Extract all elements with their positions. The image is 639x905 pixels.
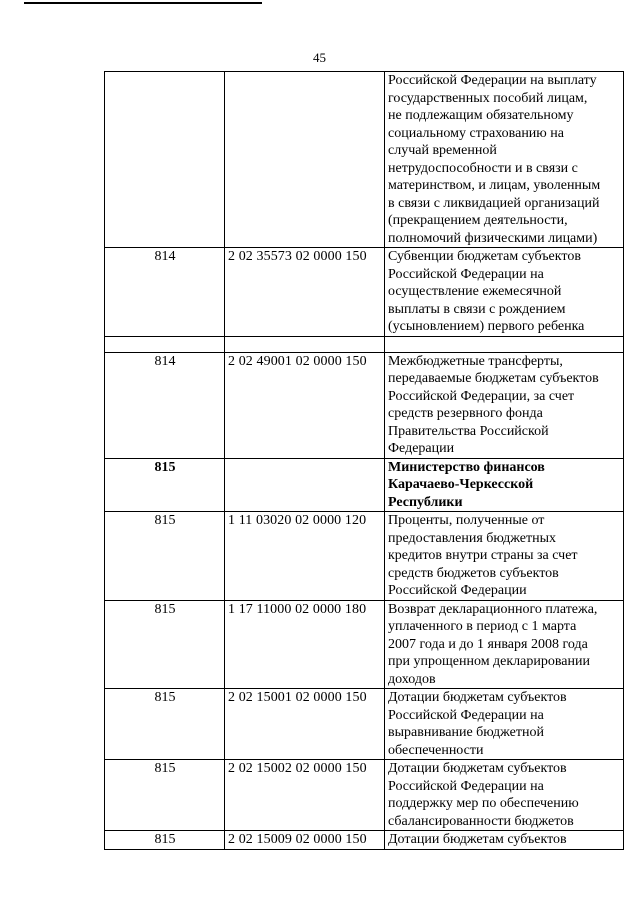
budget-classification-code-cell: [225, 72, 385, 248]
description-line: выравнивание бюджетной: [388, 725, 544, 740]
budget-classification-code-cell: [225, 458, 385, 512]
admin-code-cell: 815: [105, 600, 225, 689]
description-line: поддержку мер по обеспечению: [388, 796, 579, 811]
description-cell: [385, 248, 624, 337]
budget-classification-code-cell: 2 02 35573 02 0000 150: [225, 248, 385, 337]
admin-code-cell: 815: [105, 458, 225, 512]
admin-code-cell: 815: [105, 831, 225, 850]
description-line: доходов: [388, 671, 436, 687]
description-line: Межбюджетные трансферты,: [388, 353, 563, 369]
description-cell: [385, 458, 624, 512]
description-line: случай временной: [388, 143, 497, 158]
description-line: (прекращением деятельности,: [388, 213, 568, 228]
description-line: выплаты в связи с рождением: [388, 301, 566, 317]
description-line: Республики: [388, 494, 463, 510]
description-cell: [385, 512, 624, 601]
description-line: (усыновлением) первого ребенка: [388, 319, 585, 334]
table-row: [105, 600, 624, 689]
table-row: [105, 72, 624, 248]
description-line: Федерации: [388, 441, 455, 456]
budget-classification-code-cell: 1 17 11000 02 0000 180: [225, 600, 385, 689]
description-cell: [385, 760, 624, 831]
top-rule: [24, 2, 262, 4]
budget-codes-table: [104, 71, 624, 850]
budget-classification-code-cell: [225, 336, 385, 352]
description-line: при упрощенном декларировании: [388, 654, 590, 669]
description-line: полномочий физическими лицами): [388, 230, 598, 246]
description-line: Субвенции бюджетам субъектов: [388, 249, 581, 264]
description-line: предоставления бюджетных: [388, 530, 556, 546]
description-line: Дотации бюджетам субъектов: [388, 690, 567, 705]
admin-code-cell: 814: [105, 352, 225, 458]
description-line: Российской Федерации на выплату: [388, 73, 597, 88]
description-line: Российской Федерации на: [388, 707, 544, 723]
description-line: социальному страхованию на: [388, 125, 564, 141]
admin-code-cell: [105, 336, 225, 352]
admin-code-cell: 815: [105, 512, 225, 601]
description-line: обеспеченности: [388, 742, 484, 758]
description-line: осуществление ежемесячной: [388, 284, 562, 299]
description-line: государственных пособий лицам,: [388, 90, 588, 106]
page-number: 45: [313, 50, 326, 65]
budget-classification-code-cell: 2 02 49001 02 0000 150: [225, 352, 385, 458]
budget-classification-code-cell: 2 02 15002 02 0000 150: [225, 760, 385, 831]
description-line: Дотации бюджетам субъектов: [388, 761, 567, 776]
table-row: [105, 831, 624, 850]
description-line: Карачаево-Черкесской: [388, 477, 534, 492]
description-cell: [385, 72, 624, 248]
admin-code-cell: 814: [105, 248, 225, 337]
table-body: [105, 72, 624, 850]
description-line: уплаченного в период с 1 марта: [388, 619, 577, 634]
table-row: [105, 248, 624, 337]
description-line: материнством, и лицам, уволенным: [388, 178, 601, 193]
admin-code-cell: 815: [105, 760, 225, 831]
table-row: [105, 336, 624, 352]
admin-code-cell: 815: [105, 689, 225, 760]
description-cell: [385, 831, 624, 850]
description-line: средств бюджетов субъектов: [388, 565, 559, 581]
description-line: не подлежащим обязательному: [388, 108, 574, 123]
description-line: Проценты, полученные от: [388, 513, 545, 528]
description-line: 2007 года и до 1 января 2008 года: [388, 636, 588, 652]
admin-code-cell: [105, 72, 225, 248]
description-cell: [385, 352, 624, 458]
description-line: сбалансированности бюджетов: [388, 813, 574, 829]
table-row: [105, 352, 624, 458]
description-line: Российской Федерации на: [388, 266, 544, 282]
description-line: Российской Федерации на: [388, 778, 544, 794]
description-line: нетрудоспособности и в связи с: [388, 160, 578, 176]
description-line: Российской Федерации, за счет: [388, 388, 575, 404]
description-cell: [385, 600, 624, 689]
budget-classification-code-cell: 2 02 15001 02 0000 150: [225, 689, 385, 760]
description-line: Возврат декларационного платежа,: [388, 601, 598, 617]
budget-classification-code-cell: 1 11 03020 02 0000 120: [225, 512, 385, 601]
table-row: [105, 512, 624, 601]
budget-classification-code-cell: 2 02 15009 02 0000 150: [225, 831, 385, 850]
table-row: [105, 458, 624, 512]
description-line: в связи с ликвидацией организаций: [388, 195, 600, 211]
description-line: кредитов внутри страны за счет: [388, 548, 578, 563]
description-cell: [385, 689, 624, 760]
description-line: передаваемые бюджетам субъектов: [388, 371, 599, 386]
description-line: Российской Федерации: [388, 583, 527, 598]
description-line: Дотации бюджетам субъектов: [388, 832, 567, 847]
description-line: Министерство финансов: [388, 459, 545, 475]
description-line: Правительства Российской: [388, 423, 549, 439]
table-row: [105, 760, 624, 831]
description-line: средств резервного фонда: [388, 406, 543, 421]
description-cell: [385, 336, 624, 352]
table-row: [105, 689, 624, 760]
